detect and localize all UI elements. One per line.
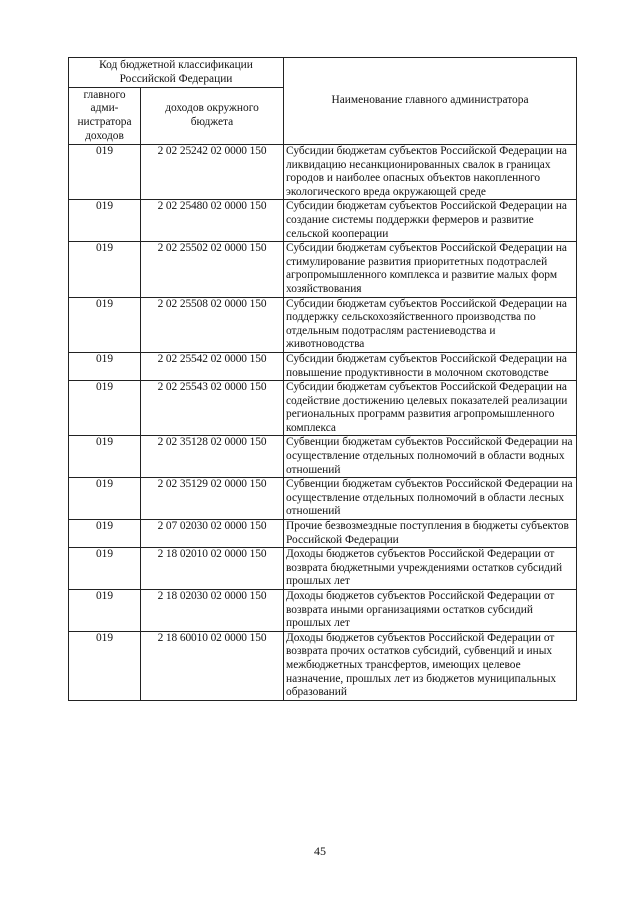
page-number: 45 xyxy=(314,844,326,858)
budget-classification-table xyxy=(68,57,577,701)
table-row xyxy=(69,520,577,548)
income-code-cell: 2 02 25543 02 0000 150 xyxy=(141,381,284,436)
income-code-cell: 2 02 35129 02 0000 150 xyxy=(141,478,284,520)
admin-code-cell: 019 xyxy=(69,297,141,352)
admin-name-cell: Доходы бюджетов субъектов Российской Федерации от возврата иными организациями остатков субсидий прошлых лет xyxy=(284,590,577,632)
admin-name-cell: Субсидии бюджетам субъектов Российской Федерации на содействие достижению целевых показателей реализации региональных программ развития агропромышленного комплекса xyxy=(284,381,577,436)
income-code-cell: 2 02 25508 02 0000 150 xyxy=(141,297,284,352)
admin-code-cell: 019 xyxy=(69,478,141,520)
header-group-title: Код бюджетной классификации Российской Федерации xyxy=(69,58,284,88)
admin-code-cell: 019 xyxy=(69,590,141,632)
table-body xyxy=(69,145,577,701)
table-row xyxy=(69,352,577,380)
admin-name-cell: Субвенции бюджетам субъектов Российской Федерации на осуществление отдельных полномочий в области водных отношений xyxy=(284,436,577,478)
income-code-cell: 2 02 25542 02 0000 150 xyxy=(141,352,284,380)
header-code-column: доходов окружного бюджета xyxy=(141,88,284,145)
admin-name-cell: Доходы бюджетов субъектов Российской Федерации от возврата бюджетными учреждениями остатков субсидий прошлых лет xyxy=(284,548,577,590)
admin-name-cell: Субсидии бюджетам субъектов Российской Федерации на создание системы поддержки фермеров и развитие сельской кооперации xyxy=(284,200,577,242)
table-row xyxy=(69,478,577,520)
table-row xyxy=(69,242,577,297)
admin-code-cell: 019 xyxy=(69,436,141,478)
admin-code-cell: 019 xyxy=(69,381,141,436)
income-code-cell: 2 02 35128 02 0000 150 xyxy=(141,436,284,478)
header-name-column: Наименование главного администратора xyxy=(284,58,577,145)
income-code-cell: 2 18 02010 02 0000 150 xyxy=(141,548,284,590)
table-row xyxy=(69,548,577,590)
table-row xyxy=(69,436,577,478)
admin-code-cell: 019 xyxy=(69,631,141,700)
income-code-cell: 2 18 60010 02 0000 150 xyxy=(141,631,284,700)
admin-name-cell: Доходы бюджетов субъектов Российской Федерации от возврата прочих остатков субсидий, субвенций и иных межбюджетных трансфертов, имеющих целевое назначение, прошлых лет из бюджетов муниципальных образований xyxy=(284,631,577,700)
income-code-cell: 2 02 25502 02 0000 150 xyxy=(141,242,284,297)
admin-code-cell: 019 xyxy=(69,200,141,242)
table-row xyxy=(69,631,577,700)
table-row xyxy=(69,297,577,352)
income-code-cell: 2 02 25242 02 0000 150 xyxy=(141,145,284,200)
admin-code-cell: 019 xyxy=(69,242,141,297)
admin-code-cell: 019 xyxy=(69,145,141,200)
table-header xyxy=(69,58,577,145)
admin-name-cell: Субсидии бюджетам субъектов Российской Федерации на ликвидацию несанкционированных свалок в границах городов и наиболее опасных объектов накопленного экологического вреда окружающей среде xyxy=(284,145,577,200)
admin-code-cell: 019 xyxy=(69,548,141,590)
income-code-cell: 2 07 02030 02 0000 150 xyxy=(141,520,284,548)
admin-name-cell: Субсидии бюджетам субъектов Российской Федерации на стимулирование развития приоритетных подотраслей агропромышленного комплекса и развитие малых форм хозяйствования xyxy=(284,242,577,297)
table-row xyxy=(69,381,577,436)
admin-name-cell: Субсидии бюджетам субъектов Российской Федерации на поддержку сельскохозяйственного производства по отдельным подотраслям растениеводства и животноводства xyxy=(284,297,577,352)
admin-name-cell: Субсидии бюджетам субъектов Российской Федерации на повышение продуктивности в молочном скотоводстве xyxy=(284,352,577,380)
header-admin-column: главного адми-нистратора доходов xyxy=(69,88,141,145)
admin-name-cell: Прочие безвозмездные поступления в бюджеты субъектов Российской Федерации xyxy=(284,520,577,548)
table-row xyxy=(69,200,577,242)
income-code-cell: 2 18 02030 02 0000 150 xyxy=(141,590,284,632)
admin-code-cell: 019 xyxy=(69,520,141,548)
table-row xyxy=(69,145,577,200)
admin-code-cell: 019 xyxy=(69,352,141,380)
admin-name-cell: Субвенции бюджетам субъектов Российской Федерации на осуществление отдельных полномочий в области лесных отношений xyxy=(284,478,577,520)
income-code-cell: 2 02 25480 02 0000 150 xyxy=(141,200,284,242)
table-row xyxy=(69,590,577,632)
